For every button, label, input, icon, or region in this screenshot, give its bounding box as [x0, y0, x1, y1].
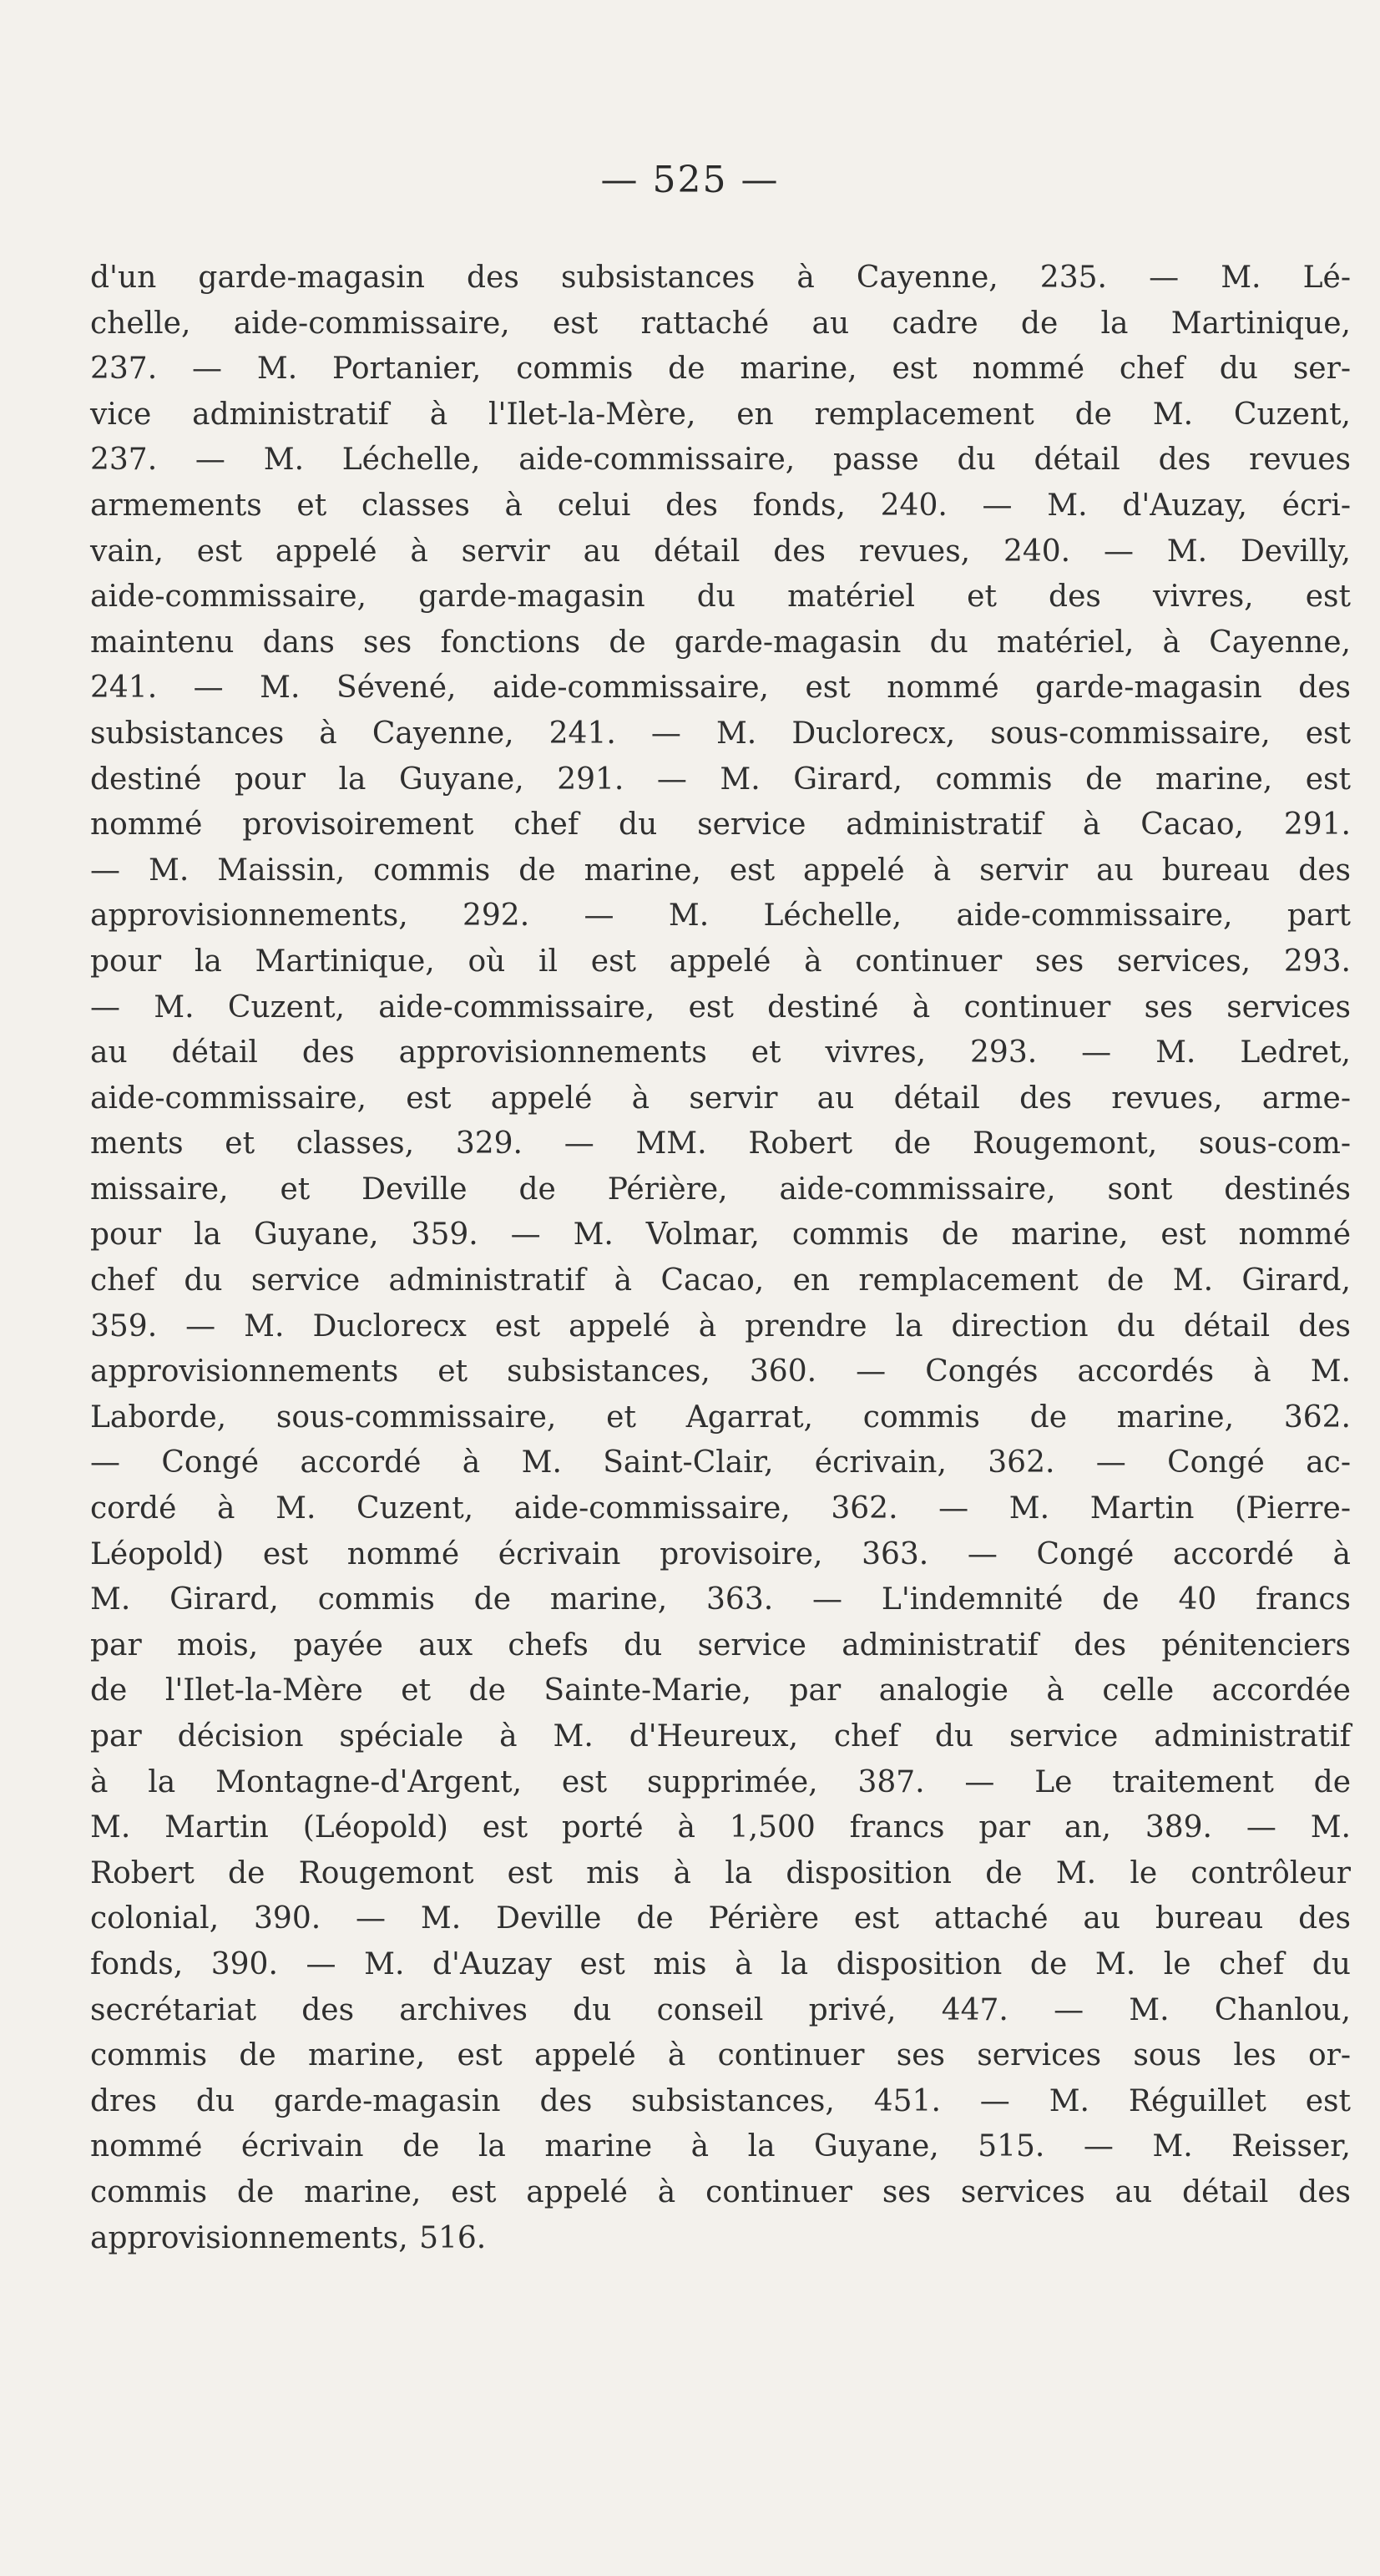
text-line: vain, est appelé à servir au détail des revues, 240. — M. Devilly, [90, 534, 1351, 569]
text-line: d'un garde-magasin des subsistances à Cayenne, 235. — M. Lé- [90, 261, 1351, 295]
text-line: missaire, et Deville de Périère, aide-commissaire, sont destinés [90, 1172, 1351, 1207]
text-line: 237. — M. Léchelle, aide-commissaire, passe du détail des revues [90, 443, 1351, 478]
text-line: 237. — M. Portanier, commis de marine, est nommé chef du ser- [90, 352, 1351, 387]
text-line: fonds, 390. — M. d'Auzay est mis à la disposition de M. le chef du [90, 1946, 1351, 1981]
text-line: Léopold) est nommé écrivain provisoire, 363. — Congé accordé à [90, 1536, 1351, 1571]
text-line: dres du garde-magasin des subsistances, 451. — M. Réguillet est [90, 2083, 1351, 2118]
text-line: commis de marine, est appelé à continuer ses services au détail des [90, 2174, 1351, 2209]
text-line: vice administratif à l'Ilet-la-Mère, en remplacement de M. Cuzent, [90, 397, 1351, 432]
text-line: aide-commissaire, est appelé à servir au détail des revues, arme- [90, 1081, 1351, 1116]
text-line: pour la Martinique, où il est appelé à continuer ses services, 293. [90, 944, 1351, 979]
text-line: par mois, payée aux chefs du service administratif des pénitenciers [90, 1627, 1351, 1663]
text-line: — M. Maissin, commis de marine, est appelé à servir au bureau des [90, 853, 1351, 888]
text-line: cordé à M. Cuzent, aide-commissaire, 362. — M. Martin (Pierre- [90, 1491, 1351, 1526]
text-line: — M. Cuzent, aide-commissaire, est destiné à continuer ses services [90, 989, 1351, 1025]
text-line: Laborde, sous-commissaire, et Agarrat, commis de marine, 362. [90, 1399, 1351, 1435]
page-number: — 525 — [600, 159, 780, 201]
text-line: pour la Guyane, 359. — M. Volmar, commis de marine, est nommé [90, 1217, 1351, 1253]
text-line: 359. — M. Duclorecx est appelé à prendre la direction du détail des [90, 1308, 1351, 1344]
text-line: approvisionnements, 516. [90, 2220, 487, 2255]
text-line: M. Martin (Léopold) est porté à 1,500 francs par an, 389. — M. [90, 1810, 1351, 1845]
body-text [90, 256, 1351, 2261]
text-line: par décision spéciale à M. d'Heureux, chef du service administratif [90, 1719, 1351, 1754]
text-line: maintenu dans ses fonctions de garde-magasin du matériel, à Cayenne, [90, 625, 1351, 660]
text-line: aide-commissaire, garde-magasin du matériel et des vivres, est [90, 579, 1351, 615]
text-line: — Congé accordé à M. Saint-Clair, écrivain, 362. — Congé ac- [90, 1445, 1351, 1480]
text-line: approvisionnements et subsistances, 360. — Congés accordés à M. [90, 1354, 1351, 1389]
text-line: colonial, 390. — M. Deville de Périère est attaché au bureau des [90, 1901, 1351, 1936]
text-line: subsistances à Cayenne, 241. — M. Duclorecx, sous-commissaire, est [90, 716, 1351, 751]
text-line: chelle, aide-commissaire, est rattaché au cadre de la Martinique, [90, 306, 1351, 341]
text-line: Robert de Rougemont est mis à la disposition de M. le contrôleur [90, 1855, 1351, 1890]
text-line: armements et classes à celui des fonds, 240. — M. d'Auzay, écri- [90, 488, 1351, 523]
text-line: 241. — M. Sévené, aide-commissaire, est nommé garde-magasin des [90, 671, 1351, 706]
text-line: destiné pour la Guyane, 291. — M. Girard, commis de marine, est [90, 762, 1351, 797]
text-line: nommé écrivain de la marine à la Guyane, 515. — M. Reisser, [90, 2129, 1351, 2164]
text-line: nommé provisoirement chef du service administratif à Cacao, 291. [90, 807, 1351, 843]
text-line: chef du service administratif à Cacao, en remplacement de M. Girard, [90, 1263, 1351, 1298]
text-line: M. Girard, commis de marine, 363. — L'indemnité de 40 francs [90, 1582, 1351, 1617]
text-line: approvisionnements, 292. — M. Léchelle, aide-commissaire, part [90, 898, 1351, 934]
text-line: commis de marine, est appelé à continuer ses services sous les or- [90, 2038, 1351, 2073]
text-line: à la Montagne-d'Argent, est supprimée, 387. — Le traitement de [90, 1764, 1351, 1799]
text-line: de l'Ilet-la-Mère et de Sainte-Marie, par analogie à celle accordée [90, 1673, 1351, 1708]
text-line: au détail des approvisionnements et vivres, 293. — M. Ledret, [90, 1035, 1351, 1070]
text-line: secrétariat des archives du conseil privé, 447. — M. Chanlou, [90, 1992, 1351, 2027]
text-line: ments et classes, 329. — MM. Robert de Rougemont, sous-com- [90, 1126, 1351, 1161]
